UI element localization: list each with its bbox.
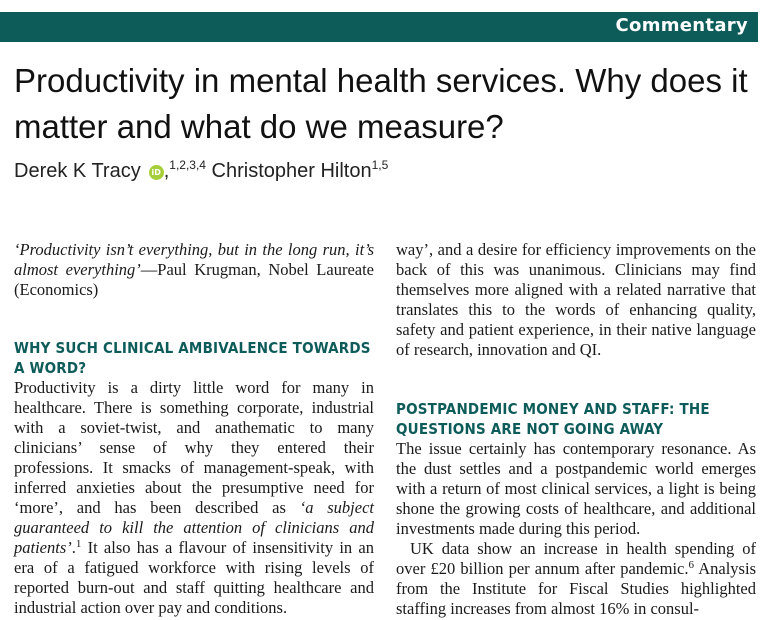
author-line: Derek K Tracy iD ,$^{1,2,3,4}$ Christopher Hilton$^{1,5}$ [14, 158, 389, 182]
quoted-phrase: ‘a subject guaranteed to kill the attention of clinicians and patients’ [14, 498, 374, 557]
epigraph [14, 240, 374, 300]
paragraph-text: UK data show an increase in health spending of over £20 billion per annum after pandemic. [396, 539, 756, 578]
section-banner [0, 12, 758, 42]
epigraph-quote: ‘Productivity isn’t everything, but in the long run, it’s almost everything’ [14, 240, 374, 279]
author-affiliation: 1,5 [371, 158, 389, 172]
body-paragraph [396, 539, 756, 619]
paragraph-text: Productivity is a dirty little word for many in healthcare. There is something corporate, industrial with a soviet-twist, and anathematic to many clinicians’ sense of why they entered their professions. It smacks of management-speak, with inferred anxieties about the presumptive need for ‘more’, and has been described as [14, 378, 374, 517]
author-name[interactable]: Christopher Hilton [211, 160, 372, 182]
body-paragraph: way’, and a desire for efficiency improvements on the back of this was unanimous. Clinicians may find themselves more aligned with a related narrative that translates this to the words of enhancing quality, safety and patient experience, in their native language of research, innovation and QI. [396, 240, 756, 359]
body-paragraph: The issue certainly has contemporary resonance. As the dust settles and a postpandemic world emerges with a return of most clinical services, a light is being shone the growing costs of healthcare, and additional investments made during this period. [396, 439, 756, 538]
orcid-icon[interactable]: iD [149, 165, 164, 180]
author-name[interactable]: Derek K Tracy [14, 160, 141, 182]
paragraph-text: Analysis from the Institute for Fiscal Studies highlighted staffing increases from almost 16% in consul- [396, 559, 756, 618]
left-column [14, 240, 374, 618]
reference-link[interactable]: 1 [75, 538, 82, 550]
section-heading: WHY SUCH CLINICAL AMBIVALENCE TOWARDS A WORD? [14, 339, 371, 377]
author-affiliation: 1,2,3,4 [169, 158, 206, 172]
section-heading: POSTPANDEMIC MONEY AND STAFF: THE QUESTIONS ARE NOT GOING AWAY [396, 400, 710, 438]
paragraph-text: It also has a flavour of insensitivity in an era of a fatigued workforce with rising levels of reported burn-out and staff quitting healthcare and industrial action over pay and conditions. [14, 538, 374, 617]
section-label: Commentary [615, 15, 748, 36]
right-column [396, 240, 756, 619]
body-paragraph: Productivity is a dirty little word for many in healthcare. There is something corporate, industrial with a soviet-twist, and anathematic to many clinicians’ sense of why they entered their professions. It smacks of management-speak, with inferred anxieties about the presumptive need for ‘more’, and has been described as ‘a subject guaranteed to kill the attention of clinicians and patients’.$^1$ It also has a flavour of insensitivity in an era of a fatigued workforce with rising levels of reported burn-out and staff quitting healthcare and industrial action over pay and conditions. [14, 378, 374, 617]
reference-link[interactable]: 6 [688, 559, 694, 571]
article-title: Productivity in mental health services. Why does it matter and what do we measure? [14, 62, 748, 145]
epigraph-attribution: —Paul Krugman, Nobel Laureate (Economics) [14, 260, 374, 299]
